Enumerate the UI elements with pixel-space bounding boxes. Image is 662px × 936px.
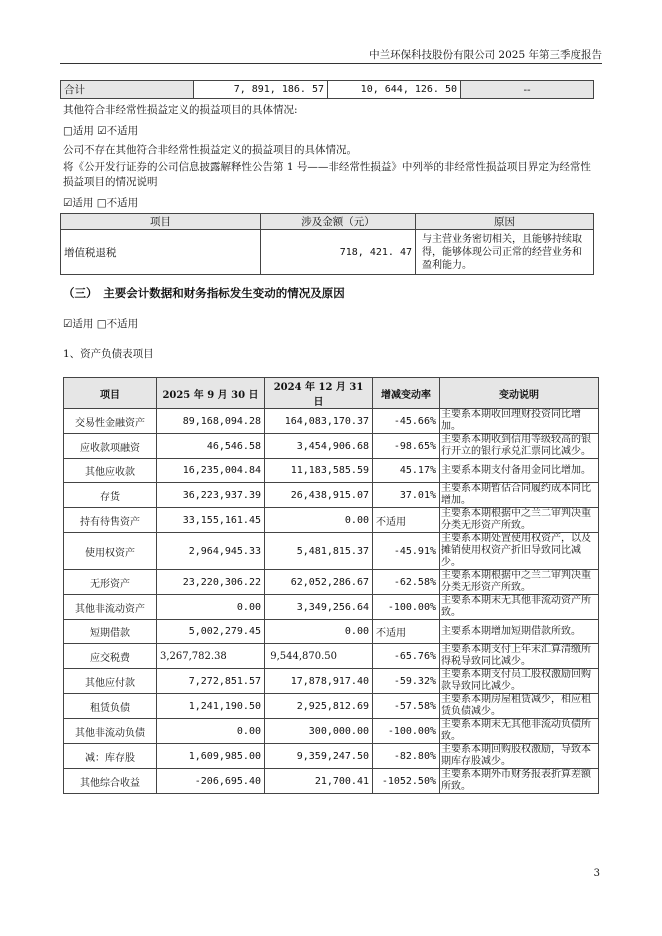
row-change-rate: -57.58% [373, 694, 440, 719]
row-value-2024: 3,454,906.68 [265, 434, 373, 459]
row-value-2025: 46,546.58 [157, 434, 265, 459]
row-explanation: 主要系本期支付员工股权激励回购款导致同比减少。 [440, 669, 599, 694]
table-row [64, 744, 599, 769]
report-header-title: 中兰环保科技股份有限公司 2025 年第三季度报告 [369, 49, 602, 61]
header-item: 项目 [61, 214, 261, 230]
row-value-2024: 2,925,812.69 [265, 694, 373, 719]
balance-header-row [64, 378, 599, 409]
row-explanation: 主要系本期收到信用等级较高的银行开立的银行承兑汇票同比减少。 [440, 434, 599, 459]
row-item: 应收款项融资 [64, 434, 157, 459]
nonrecurring-item: 增值税退税 [61, 230, 261, 275]
table-row [64, 620, 599, 644]
total-value-current: 7, 891, 186. 57 [194, 81, 328, 99]
nonrecurring-amount: 718, 421. 47 [261, 230, 416, 275]
row-value-2024: 300,000.00 [265, 719, 373, 744]
table-row [64, 570, 599, 595]
total-row [61, 81, 594, 99]
announcement-text: 将《公开发行证券的公司信息披露解释性公告第 1 号——非经常性损益》中列举的非经常性损益项目界定为经常性损益项目的情况说明 [63, 161, 591, 188]
table-row [64, 508, 599, 533]
row-change-rate: 不适用 [373, 508, 440, 533]
applicability-check-1: □适用 ☑不适用 [63, 125, 139, 137]
row-value-2025: 16,235,004.84 [157, 459, 265, 483]
row-change-rate: 45.17% [373, 459, 440, 483]
row-item: 其他综合收益 [64, 769, 157, 794]
row-value-2025: 0.00 [157, 719, 265, 744]
header-divider [60, 63, 602, 64]
col-rate: 增减变动率 [373, 378, 440, 409]
row-change-rate: -45.66% [373, 409, 440, 434]
table-row [64, 533, 599, 570]
table-row [64, 434, 599, 459]
col-2025: 2025 年 9 月 30 日 [157, 378, 265, 409]
no-other-items-text: 公司不存在其他符合非经常性损益定义的损益项目的具体情况。 [63, 144, 357, 156]
row-item: 其他非流动资产 [64, 595, 157, 620]
row-item: 其他应付款 [64, 669, 157, 694]
row-change-rate: -65.76% [373, 644, 440, 669]
row-value-2024: 9,544,870.50 [265, 644, 373, 669]
table-row [64, 669, 599, 694]
row-explanation: 主要系本期暂估合同履约成本同比增加。 [440, 483, 599, 508]
row-value-2025: 89,168,094.28 [157, 409, 265, 434]
row-value-2025: 1,241,190.50 [157, 694, 265, 719]
row-explanation: 主要系本期回购股权激励，导致本期库存股减少。 [440, 744, 599, 769]
row-change-rate: -62.58% [373, 570, 440, 595]
row-explanation: 主要系本期外币财务报表折算差额所致。 [440, 769, 599, 794]
row-explanation: 主要系本期增加短期借款所致。 [440, 620, 599, 644]
row-value-2025: 2,964,945.33 [157, 533, 265, 570]
row-value-2024: 9,359,247.50 [265, 744, 373, 769]
balance-sheet-table [63, 377, 599, 794]
row-value-2025: 36,223,937.39 [157, 483, 265, 508]
row-change-rate: -100.00% [373, 719, 440, 744]
row-explanation: 主要系本期收回理财投资同比增加。 [440, 409, 599, 434]
row-item: 应交税费 [64, 644, 157, 669]
total-value-ytd: 10, 644, 126. 50 [328, 81, 461, 99]
row-change-rate: -100.00% [373, 595, 440, 620]
row-explanation: 主要系本期末无其他非流动资产所致。 [440, 595, 599, 620]
nonrecurring-reason: 与主营业务密切相关，且能够持续取得，能够体现公司正常的经营业务和盈利能力。 [416, 230, 594, 275]
row-value-2024: 0.00 [265, 508, 373, 533]
table-row [64, 483, 599, 508]
row-explanation: 主要系本期支付备用金同比增加。 [440, 459, 599, 483]
row-item: 持有待售资产 [64, 508, 157, 533]
row-item: 无形资产 [64, 570, 157, 595]
row-change-rate: -1052.50% [373, 769, 440, 794]
table-row [64, 644, 599, 669]
row-value-2024: 26,438,915.07 [265, 483, 373, 508]
row-value-2025: -206,695.40 [157, 769, 265, 794]
row-item: 减：库存股 [64, 744, 157, 769]
table-row [64, 694, 599, 719]
row-value-2024: 17,878,917.40 [265, 669, 373, 694]
row-value-2025: 5,002,279.45 [157, 620, 265, 644]
row-value-2025: 0.00 [157, 595, 265, 620]
row-value-2024: 164,083,170.37 [265, 409, 373, 434]
row-change-rate: -98.65% [373, 434, 440, 459]
row-explanation: 主要系本期房屋租赁减少，相应租赁负债减少。 [440, 694, 599, 719]
row-value-2024: 0.00 [265, 620, 373, 644]
section-title: （三） 主要会计数据和财务指标发生变动的情况及原因 [63, 286, 345, 300]
row-change-rate: -45.91% [373, 533, 440, 570]
row-explanation: 主要系本期处置使用权资产，以及摊销使用权资产折旧导致同比减少。 [440, 533, 599, 570]
total-label: 合计 [61, 81, 194, 99]
row-value-2024: 11,183,585.59 [265, 459, 373, 483]
row-item: 交易性金融资产 [64, 409, 157, 434]
row-value-2025: 7,272,851.57 [157, 669, 265, 694]
row-explanation: 主要系本期根据中之兰二审判决重分类无形资产所致。 [440, 570, 599, 595]
page-number: 3 [593, 868, 600, 879]
row-value-2024: 5,481,815.37 [265, 533, 373, 570]
applicability-check-3: ☑适用 □不适用 [63, 318, 139, 330]
row-value-2024: 21,700.41 [265, 769, 373, 794]
nonrecurring-table [60, 213, 594, 275]
row-item: 使用权资产 [64, 533, 157, 570]
other-items-label: 其他符合非经常性损益定义的损益项目的具体情况: [63, 104, 298, 116]
table-row [64, 769, 599, 794]
row-explanation: 主要系本期根据中之兰二审判决重分类无形资产所致。 [440, 508, 599, 533]
row-change-rate: 不适用 [373, 620, 440, 644]
nonrecurring-header-row [61, 214, 594, 230]
col-2024: 2024 年 12 月 31 日 [265, 378, 373, 409]
row-value-2025: 1,609,985.00 [157, 744, 265, 769]
header-amount: 涉及金额（元） [261, 214, 416, 230]
table-row [64, 459, 599, 483]
row-value-2025: 23,220,306.22 [157, 570, 265, 595]
nonrecurring-row [61, 230, 594, 275]
header-reason: 原因 [416, 214, 594, 230]
row-item: 其他应收款 [64, 459, 157, 483]
applicability-check-2: ☑适用 □不适用 [63, 197, 139, 209]
total-row-table [60, 80, 594, 99]
row-item: 租赁负债 [64, 694, 157, 719]
row-item: 短期借款 [64, 620, 157, 644]
table-row [64, 409, 599, 434]
col-item: 项目 [64, 378, 157, 409]
row-value-2024: 62,052,286.67 [265, 570, 373, 595]
col-note: 变动说明 [440, 378, 599, 409]
total-value-note: -- [461, 81, 594, 99]
row-item: 其他非流动负债 [64, 719, 157, 744]
row-change-rate: -82.80% [373, 744, 440, 769]
row-value-2024: 3,349,256.64 [265, 595, 373, 620]
row-change-rate: 37.01% [373, 483, 440, 508]
row-explanation: 主要系本期末无其他非流动负债所致。 [440, 719, 599, 744]
row-value-2025: 3,267,782.38 [157, 644, 265, 669]
row-item: 存货 [64, 483, 157, 508]
table-row [64, 719, 599, 744]
row-value-2025: 33,155,161.45 [157, 508, 265, 533]
row-explanation: 主要系本期支付上年末汇算清缴所得税导致同比减少。 [440, 644, 599, 669]
row-change-rate: -59.32% [373, 669, 440, 694]
table-row [64, 595, 599, 620]
subsection-title: 1、资产负债表项目 [63, 348, 154, 360]
